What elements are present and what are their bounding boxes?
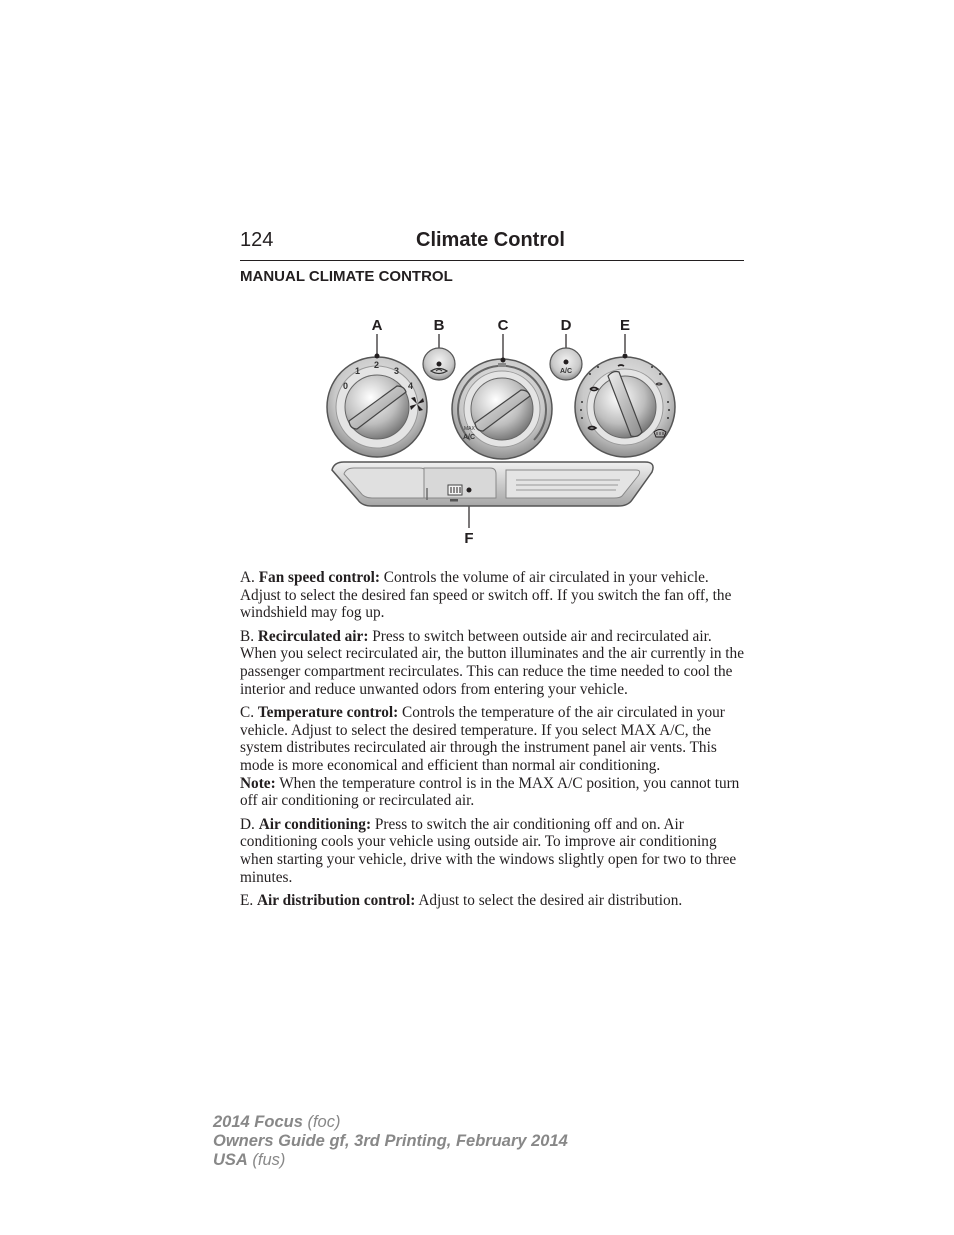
item-text: Press to switch the air conditioning off and on. Air conditioning cools your vehicle using outside air. To improve air conditioning when starting your vehicle, drive with the windows slightly open for two to three minutes. [240, 815, 737, 886]
callout-e: E [619, 317, 631, 334]
fan-label-3: 3 [394, 366, 400, 376]
item-term: Recirculated air: [257, 627, 369, 645]
fan-label-0: 0 [343, 381, 349, 391]
item-text: Controls the volume of air circulated in your vehicle. Adjust to select the desired fan speed or switch off. If you switch the fan off, the windshield may fog up. [240, 569, 732, 622]
climate-panel-illustration [320, 310, 690, 550]
item-text: Adjust to select the desired air distribution. [415, 892, 683, 910]
footer-model: 2014 Focus [213, 1113, 303, 1131]
page-header [240, 228, 744, 261]
max-ac-label: A/C [463, 434, 476, 441]
fan-label-1: 1 [355, 366, 361, 376]
footer-market-code: (fus) [247, 1151, 286, 1169]
recirculated-air-button[interactable] [423, 348, 455, 380]
item-prefix: A. [240, 569, 259, 586]
item-term: Air distribution control: [257, 892, 416, 910]
item-note [240, 775, 744, 810]
page-footer [213, 1113, 568, 1170]
chapter-title: Climate Control [416, 229, 565, 251]
item-fan-speed [240, 569, 744, 622]
footer-line-2: Owners Guide gf, 3rd Printing, February 2014 [213, 1132, 568, 1150]
callout-c: C [497, 317, 509, 334]
climate-control-figure [320, 310, 690, 550]
callout-a: A [371, 317, 383, 334]
footer-line-3 [213, 1151, 568, 1170]
callout-f: F [464, 530, 474, 547]
item-prefix: E. [240, 892, 257, 910]
page-number: 124 [240, 229, 274, 251]
item-temperature-control [240, 704, 744, 774]
item-text: Press to switch between outside air and recirculated air. When you select recirculated air, the button illuminates and the air currently in the passenger compartment recirculates. This can reduce the time needed to cool the interior and reduce unwanted odors from entering your vehicle. [240, 627, 744, 698]
item-term: Temperature control: [257, 704, 399, 722]
footer-market: USA [213, 1151, 248, 1169]
note-term: Note: [240, 774, 276, 792]
fan-label-4: 4 [408, 381, 414, 391]
footer-line-1 [213, 1113, 568, 1132]
item-prefix: C. [240, 704, 258, 722]
fan-speed-dial[interactable] [327, 354, 427, 458]
item-prefix: B. [240, 627, 258, 645]
callout-b: B [433, 317, 445, 334]
item-air-conditioning [240, 816, 744, 886]
item-recirculated-air [240, 628, 744, 698]
body-text [240, 569, 744, 916]
item-prefix: D. [240, 815, 259, 833]
item-term: Fan speed control: [258, 569, 380, 586]
max-label: MAX [464, 426, 475, 432]
callout-d: D [560, 317, 572, 334]
footer-model-code: (foc) [302, 1113, 341, 1131]
temperature-dial[interactable] [452, 358, 552, 460]
air-distribution-dial[interactable] [575, 354, 675, 458]
note-text: When the temperature control is in the MAX A/C position, you cannot turn off air conditioning or recirculated air. [240, 774, 740, 810]
item-text: Controls the temperature of the air circulated in your vehicle. Adjust to select the desired temperature. If you select MAX A/C, the system distributes recirculated air through the instrument panel air vents. This mode is more economical and efficient than normal air conditioning. [240, 704, 725, 774]
fan-label-2: 2 [374, 360, 380, 370]
item-term: Air conditioning: [258, 815, 372, 833]
air-conditioning-button[interactable] [550, 348, 582, 380]
lower-button-strip [332, 462, 653, 506]
item-air-distribution [240, 892, 744, 910]
ac-button-label: A/C [559, 368, 573, 375]
section-heading: MANUAL CLIMATE CONTROL [240, 268, 453, 285]
